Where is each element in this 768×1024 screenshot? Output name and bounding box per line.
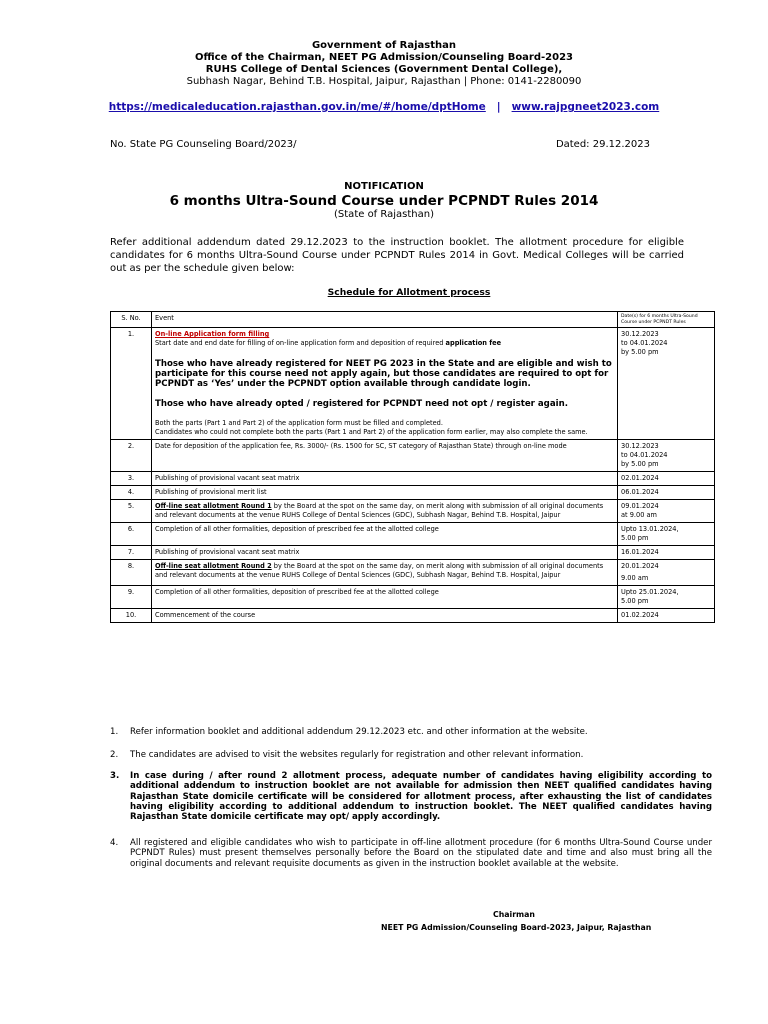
date-line: 30.12.2023 — [621, 442, 659, 450]
row-date — [618, 440, 715, 472]
row-sno: 2. — [111, 440, 152, 472]
table-row — [111, 560, 715, 586]
row-event: Publishing of provisional merit list — [152, 486, 618, 500]
link-separator: | — [496, 101, 501, 113]
schedule-table — [110, 311, 715, 623]
date-line: to 04.01.2024 — [621, 451, 668, 459]
website-links — [0, 101, 768, 113]
event-title: On-line Application form filling — [155, 330, 270, 338]
event-title: Off-line seat allotment Round 1 — [155, 502, 272, 510]
date-line: Upto 25.01.2024, — [621, 588, 679, 596]
note-text: Refer information booklet and additional addendum 29.12.2023 etc. and other information at the website. — [130, 727, 588, 737]
row-event — [152, 500, 618, 523]
header-office: Office of the Chairman, NEET PG Admission/Counseling Board-2023 — [194, 52, 574, 63]
notification-label: NOTIFICATION — [344, 181, 424, 192]
table-row — [111, 472, 715, 486]
header-date: Date(s) for 6 months Ultra-Sound Course under PCPNDT Rules — [618, 312, 715, 328]
row-date: 01.02.2024 — [618, 609, 715, 623]
row-sno: 7. — [111, 546, 152, 560]
note-number: 1. — [110, 727, 119, 737]
row-date: 06.01.2024 — [618, 486, 715, 500]
notification-subtitle: (State of Rajasthan) — [334, 209, 434, 220]
event-text: by the Board at the spot on the same day, on merit along with submission of all original documents and relevant documents at the venue RUHS College of Dental Sciences (GDC), Subhash Nagar, Behind T.B. Hospital, Jaipur — [155, 502, 604, 519]
header-college: RUHS College of Dental Sciences (Government Dental College), — [205, 64, 563, 75]
row-date — [618, 586, 715, 609]
event-note-registered: Those who have already registered for NEET PG 2023 in the State and are eligible and wish to participate for this course need not apply again, but those candidates are required to opt for PCPNDT as ‘Yes’ under the PCPNDT option available through candidate login. — [155, 359, 612, 389]
event-note-parts: Both the parts (Part 1 and Part 2) of the application form must be filled and completed. — [155, 419, 443, 427]
date-line: at 9.00 am — [621, 511, 657, 519]
note-item — [110, 727, 712, 737]
row-event: Commencement of the course — [152, 609, 618, 623]
note-item — [110, 750, 712, 760]
note-text: The candidates are advised to visit the websites regularly for registration and other relevant information. — [130, 750, 584, 760]
note-number: 4. — [110, 838, 119, 848]
row-event: Publishing of provisional vacant seat matrix — [152, 546, 618, 560]
row-date — [618, 523, 715, 546]
table-row — [111, 328, 715, 440]
row-date — [618, 500, 715, 523]
date-line: 9.00 am — [621, 574, 649, 582]
event-note-complete: Candidates who could not complete both the parts (Part 1 and Part 2) of the application form earlier, may also complete the same. — [155, 428, 588, 436]
event-title: Off-line seat allotment Round 2 — [155, 562, 272, 570]
reference-line — [110, 139, 650, 150]
event-text-bold: application fee — [445, 339, 502, 347]
row-event — [152, 560, 618, 586]
row-event: Publishing of provisional vacant seat matrix — [152, 472, 618, 486]
signature-title: Chairman — [493, 910, 535, 919]
row-event — [152, 328, 618, 440]
date-line: by 5.00 pm — [621, 348, 659, 356]
event-note-opted: Those who have already opted / registered for PCPNDT need not opt / register again. — [155, 399, 568, 409]
table-row — [111, 546, 715, 560]
note-item — [110, 771, 712, 822]
row-sno: 9. — [111, 586, 152, 609]
row-sno: 1. — [111, 328, 152, 440]
header-event: Event — [152, 312, 618, 328]
row-sno: 8. — [111, 560, 152, 586]
row-event: Date for deposition of the application fee, Rs. 3000/- (Rs. 1500 for SC, ST category of Rajasthan State) through on-line mode — [152, 440, 618, 472]
row-sno: 3. — [111, 472, 152, 486]
table-header-row — [111, 312, 715, 328]
dated: Dated: 29.12.2023 — [555, 139, 650, 150]
notification-title: 6 months Ultra-Sound Course under PCPNDT Rules 2014 — [169, 193, 599, 209]
link-medical-education[interactable]: https://medicaleducation.rajasthan.gov.in/me/#/home/dptHome — [108, 101, 486, 113]
row-event: Completion of all other formalities, deposition of prescribed fee at the allotted college — [152, 586, 618, 609]
row-date: 16.01.2024 — [618, 546, 715, 560]
date-line: Upto 13.01.2024, — [621, 525, 679, 533]
table-row — [111, 440, 715, 472]
row-sno: 10. — [111, 609, 152, 623]
date-line: 30.12.2023 — [621, 330, 659, 338]
note-number: 2. — [110, 750, 119, 760]
schedule-heading: Schedule for Allotment process — [327, 287, 491, 298]
note-item — [110, 838, 712, 869]
row-date: 02.01.2024 — [618, 472, 715, 486]
table-row — [111, 500, 715, 523]
date-line: 5.00 pm — [621, 534, 649, 542]
row-date — [618, 560, 715, 586]
note-text: All registered and eligible candidates who wish to participate in off-line allotment procedure (for 6 months Ultra-Sound Course under PCPNDT Rules) must present themselves personally before the Board on the stipulated date and time and also must bring all the original documents and relevant requisite documents as given in the instruction booklet available at the website. — [130, 838, 712, 869]
row-sno: 4. — [111, 486, 152, 500]
date-line: by 5.00 pm — [621, 460, 659, 468]
link-rajpgneet[interactable]: www.rajpgneet2023.com — [511, 101, 660, 113]
signature-board: NEET PG Admission/Counseling Board-2023, Jaipur, Rajasthan — [381, 923, 652, 932]
table-row — [111, 523, 715, 546]
event-text: Start date and end date for filling of on-line application form and deposition of required — [155, 339, 446, 347]
header-government: Government of Rajasthan — [311, 40, 457, 51]
note-text: In case during / after round 2 allotment process, adequate number of candidates having eligibility according to additional addendum to instruction booklet are not available for admission then NEET qualified candidates having Rajasthan State domicile certificate will be considered for allotment process, after exhausting the list of candidates having eligibility according to additional addendum to instruction booklet. The NEET qualified candidates having Rajasthan State domicile certificate may opt/ apply accordingly. — [130, 771, 712, 823]
header-sno: S. No. — [111, 312, 152, 328]
date-line: 20.01.2024 — [621, 562, 659, 570]
date-line: 09.01.2024 — [621, 502, 659, 510]
note-number: 3. — [110, 771, 120, 781]
reference-number: No. State PG Counseling Board/2023/ — [110, 139, 297, 150]
row-event: Completion of all other formalities, deposition of prescribed fee at the allotted college — [152, 523, 618, 546]
header-address: Subhash Nagar, Behind T.B. Hospital, Jaipur, Rajasthan | Phone: 0141-2280090 — [186, 76, 582, 87]
date-line: 5.00 pm — [621, 597, 649, 605]
event-text: by the Board at the spot on the same day, on merit along with submission of all original documents and relevant documents at the venue RUHS College of Dental Sciences (GDC), Subhash Nagar, Behind T.B. Hospital, Jaipur — [155, 562, 604, 579]
date-line: to 04.01.2024 — [621, 339, 668, 347]
row-sno: 5. — [111, 500, 152, 523]
table-row — [111, 609, 715, 623]
row-date — [618, 328, 715, 440]
row-sno: 6. — [111, 523, 152, 546]
table-row — [111, 586, 715, 609]
table-row — [111, 486, 715, 500]
intro-paragraph: Refer additional addendum dated 29.12.2023 to the instruction booklet. The allotment procedure for eligible candidates for 6 months Ultra-Sound Course under PCPNDT Rules 2014 in Govt. Medical Colleges will be carried out as per the schedule given below: — [110, 237, 684, 274]
